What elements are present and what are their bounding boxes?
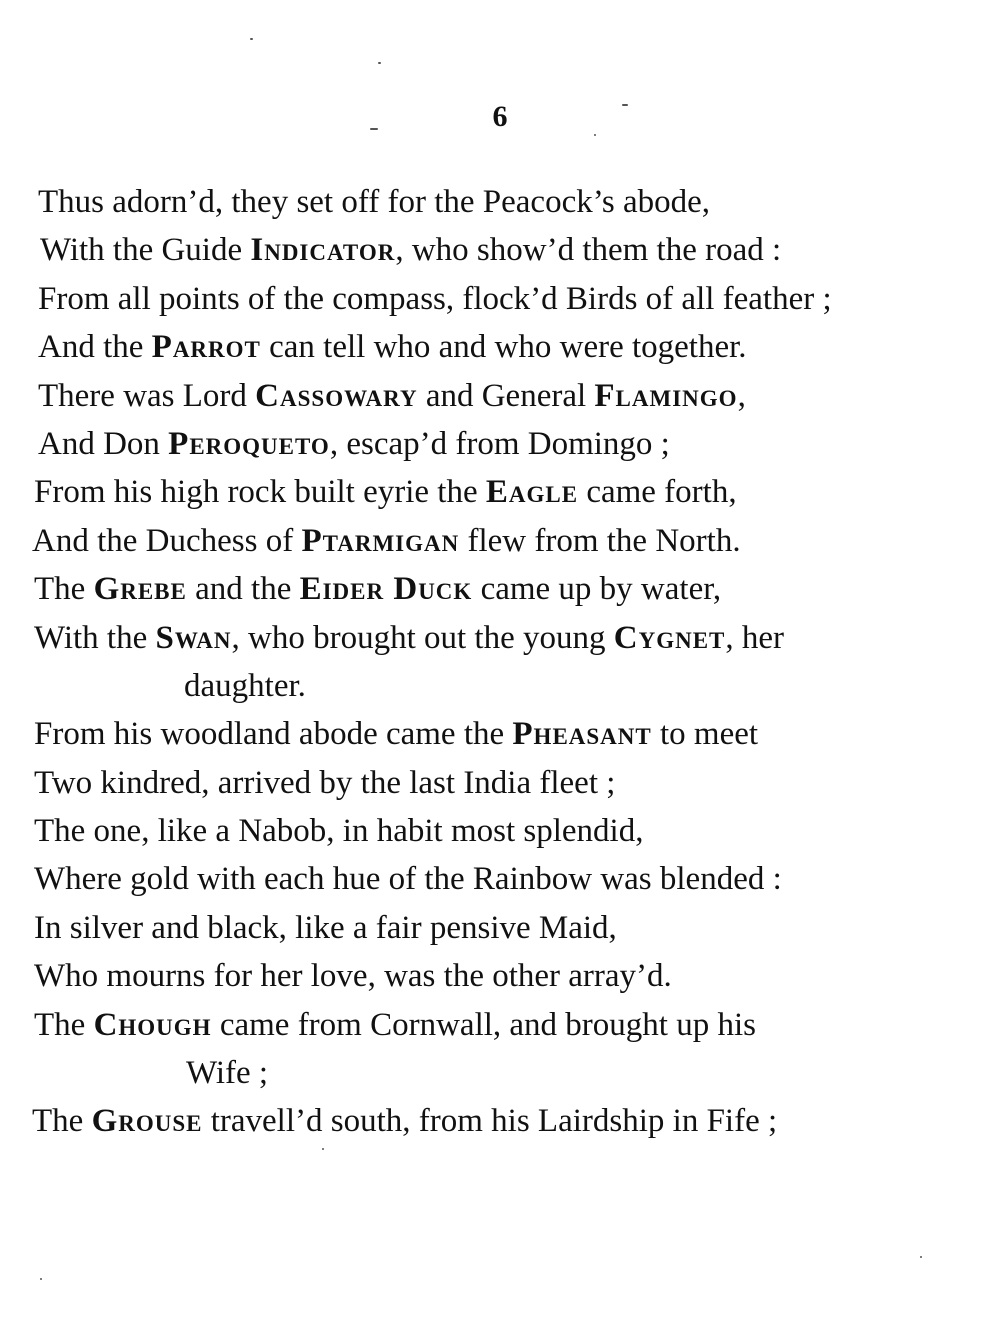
line-text: came from Cornwall, and brought up his [211, 1006, 756, 1043]
poem-line [0, 565, 1000, 613]
line-text: Two kindred, arrived by the last India fleet ; [34, 764, 616, 801]
page-number: 6 [492, 100, 508, 133]
poem-line [0, 710, 1000, 758]
print-speck [250, 38, 253, 40]
poem-line [0, 1097, 1000, 1145]
line-text: travell’d south, from his Lairdship in Fife ; [202, 1103, 778, 1140]
bird-name: Peroqueto [168, 425, 330, 462]
poem-line [0, 275, 1000, 323]
line-text: came up by water, [472, 571, 722, 608]
bird-name: Chough [93, 1006, 212, 1043]
print-speck [378, 62, 381, 64]
poem-line [0, 1049, 1000, 1097]
poem-line [0, 855, 1000, 903]
line-text: , [737, 377, 746, 414]
line-text: came forth, [578, 474, 737, 511]
line-text: The one, like a Nabob, in habit most splendid, [34, 813, 644, 850]
poem-line [0, 178, 1000, 226]
line-text: The [34, 571, 94, 608]
poem-text [0, 178, 1000, 1146]
line-text: From all points of the compass, flock’d Birds of all feather ; [38, 280, 832, 317]
bird-name: Parrot [151, 329, 261, 366]
line-text: And Don [38, 425, 169, 462]
poem-line [0, 323, 1000, 371]
line-text: , escap’d from Domingo ; [329, 425, 670, 462]
line-text: , her [725, 619, 785, 656]
line-text: The [32, 1103, 92, 1140]
poem-line [0, 662, 1000, 710]
poem-line [0, 952, 1000, 1000]
poem-line [0, 614, 1000, 662]
line-text: From his woodland abode came the [34, 716, 513, 753]
line-text: and the [186, 571, 300, 608]
poem-line [0, 1001, 1000, 1049]
line-text: Wife ; [186, 1055, 269, 1092]
line-text: can tell who and who were together. [260, 329, 747, 366]
bird-name: Cygnet [613, 619, 726, 656]
line-text: And the Duchess of [32, 522, 302, 559]
poem-line [0, 807, 1000, 855]
poem-line [0, 372, 1000, 420]
print-speck [594, 134, 596, 136]
bird-name: Grouse [91, 1103, 203, 1140]
print-speck [370, 128, 378, 130]
bird-name: Eider Duck [299, 571, 473, 608]
poem-line [0, 468, 1000, 516]
line-text: Thus adorn’d, they set off for the Peacock’s abode, [38, 184, 711, 220]
print-speck [622, 104, 628, 106]
bird-name: Grebe [93, 571, 187, 608]
line-text: With the Guide [40, 232, 251, 269]
bird-name: Swan [155, 619, 232, 656]
line-text: There was Lord [38, 377, 256, 414]
poem-line [0, 517, 1000, 565]
line-text: And the [38, 329, 152, 366]
line-text: and General [417, 377, 595, 414]
line-text: From his high rock built eyrie the [34, 474, 486, 511]
line-text: , who brought out the young [231, 619, 614, 656]
poem-line [0, 759, 1000, 807]
line-text: daughter. [184, 667, 306, 704]
bird-name: Eagle [485, 474, 579, 511]
line-text: The [34, 1006, 94, 1043]
print-speck [920, 1256, 922, 1258]
bird-name: Indicator [250, 232, 396, 269]
bird-name: Pheasant [512, 716, 652, 753]
bird-name: Ptarmigan [301, 522, 460, 559]
line-text: Who mourns for her love, was the other array’d. [34, 958, 672, 995]
line-text: In silver and black, like a fair pensive Maid, [34, 909, 617, 946]
poem-line [0, 904, 1000, 952]
poem-line [0, 226, 1000, 274]
line-text: flew from the North. [459, 522, 741, 559]
line-text: to meet [651, 716, 759, 753]
bird-name: Flamingo [594, 377, 738, 414]
print-speck [40, 1278, 42, 1280]
line-text: , who show’d them the road : [395, 232, 782, 269]
poem-line [0, 420, 1000, 468]
bird-name: Cassowary [255, 377, 418, 414]
line-text: With the [34, 619, 156, 656]
print-speck [322, 1148, 324, 1150]
line-text: Where gold with each hue of the Rainbow was blended : [34, 861, 782, 898]
